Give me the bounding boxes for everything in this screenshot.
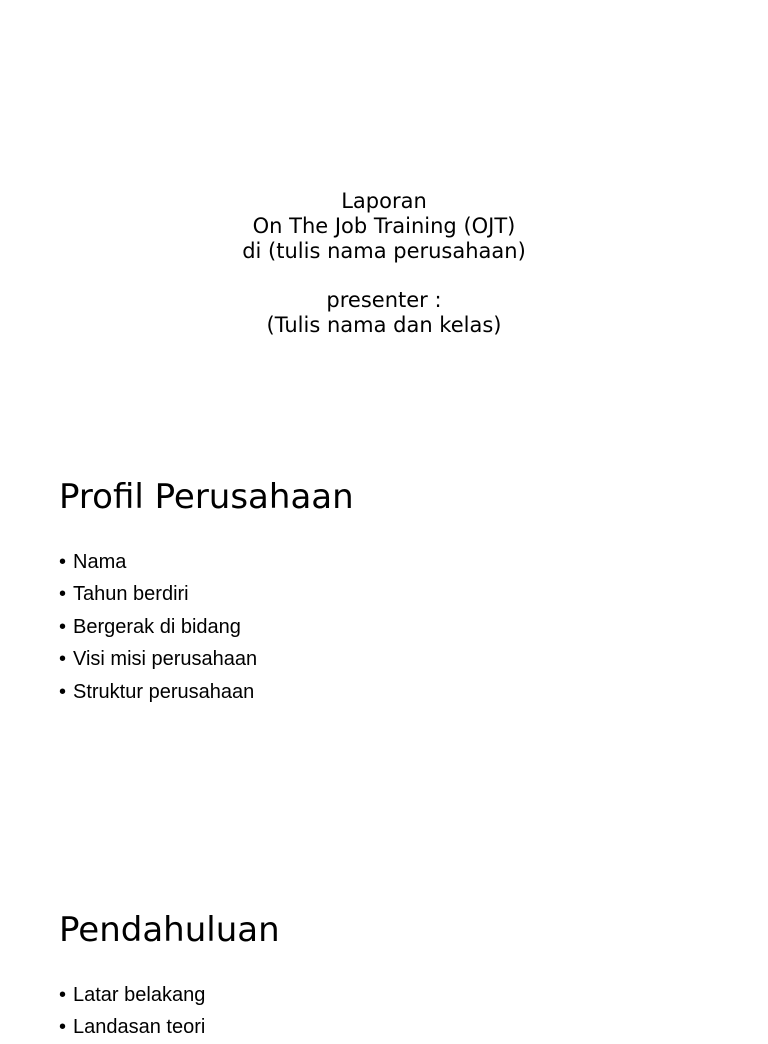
title-line-report: Laporan	[341, 189, 427, 213]
list-item: • Bergerak di bidang	[59, 611, 257, 643]
list-item: • Landasan teori	[59, 1011, 205, 1043]
title-line-ojt: On The Job Training (OJT)	[252, 214, 516, 238]
bullet-icon: •	[59, 680, 67, 703]
list-item: • Nama	[59, 546, 257, 578]
bullet-icon: •	[59, 583, 67, 606]
title-line-presenter: presenter :	[326, 288, 442, 312]
title-line-company: di (tulis nama perusahaan)	[242, 239, 526, 263]
title-spacer	[0, 264, 768, 288]
list-item: • Tahun berdiri	[59, 578, 257, 610]
list-item: • Visi misi perusahaan	[59, 643, 257, 675]
intro-heading: Pendahuluan	[59, 910, 280, 950]
title-slide	[0, 189, 768, 338]
intro-list	[59, 979, 205, 1044]
bullet-icon: •	[59, 984, 67, 1006]
bullet-icon: •	[59, 615, 67, 638]
profile-heading: Profil Perusahaan	[59, 477, 354, 517]
bullet-icon: •	[59, 551, 67, 573]
list-item: • Latar belakang	[59, 979, 205, 1011]
list-item: • Struktur perusahaan	[59, 676, 257, 708]
bullet-icon: •	[59, 1016, 67, 1039]
bullet-icon: •	[59, 648, 67, 671]
profile-list	[59, 546, 257, 708]
title-line-presenter-name: (Tulis nama dan kelas)	[266, 313, 502, 337]
